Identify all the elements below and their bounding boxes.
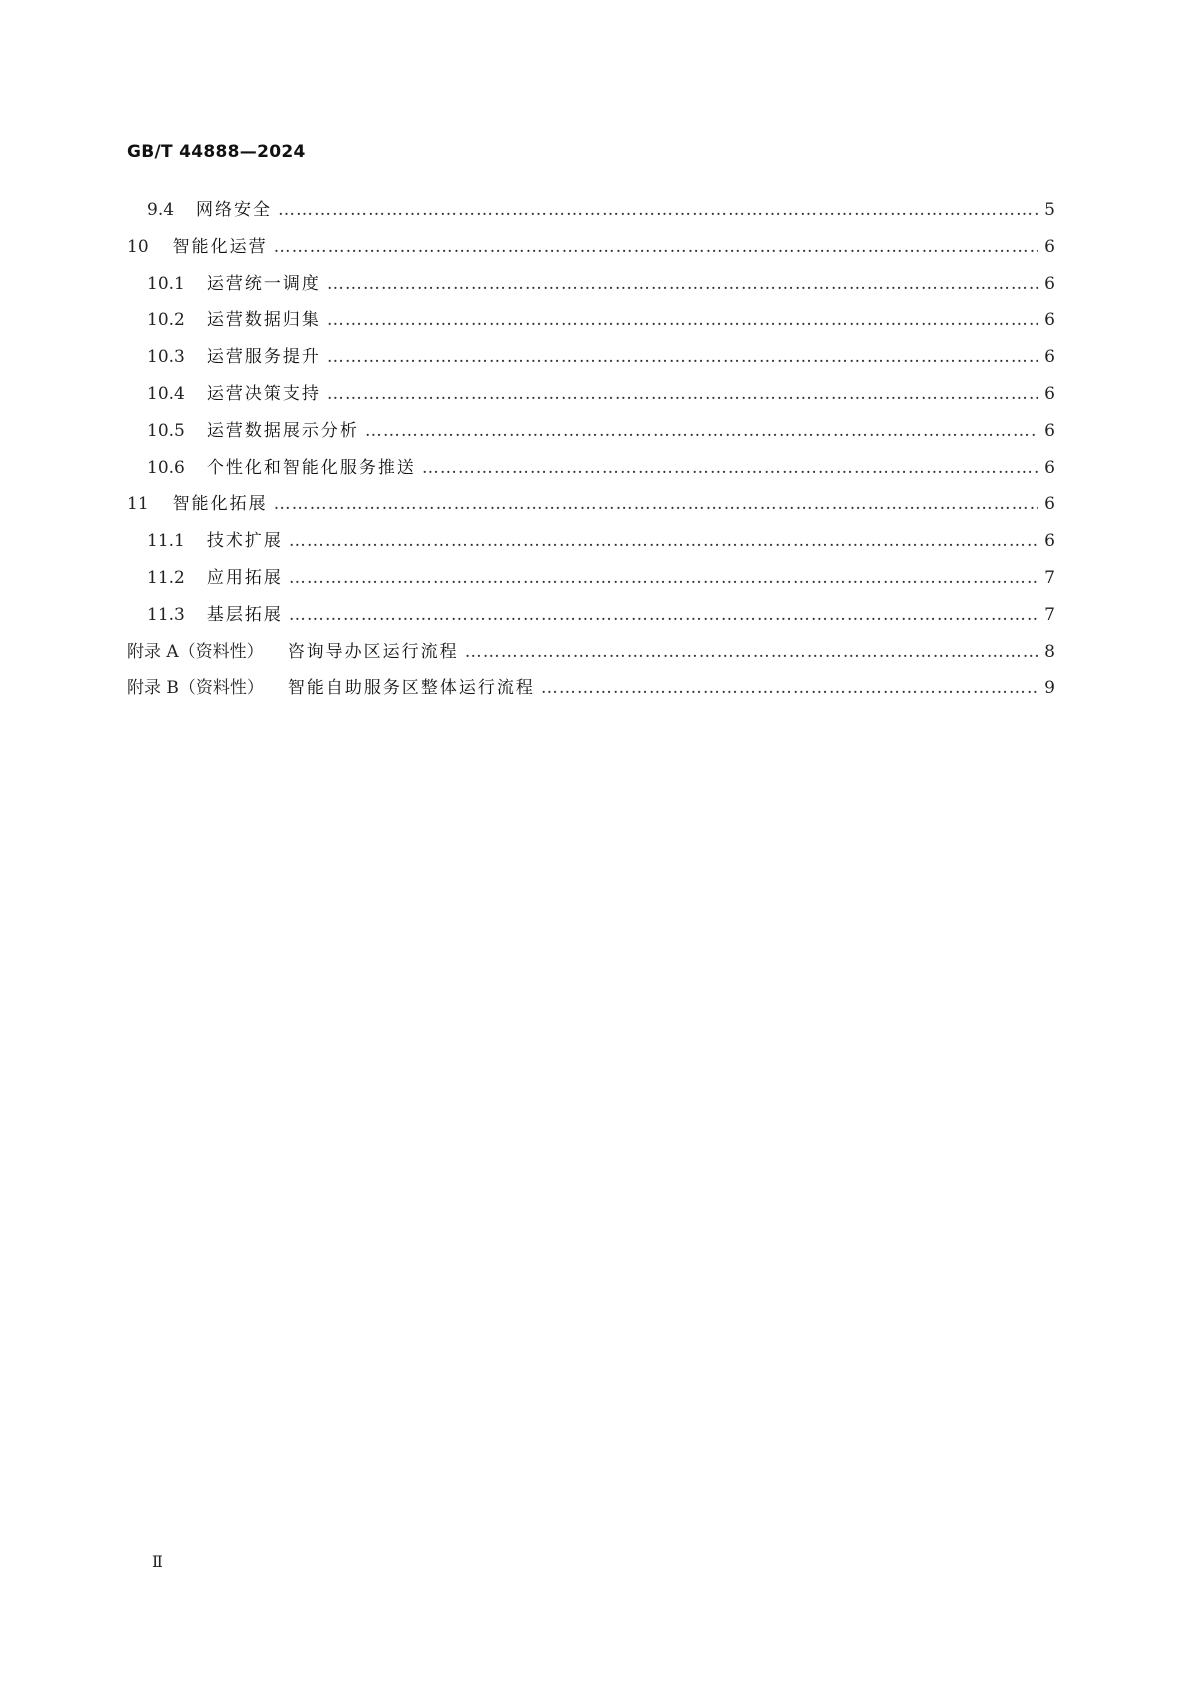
toc-entry-page: 6 <box>1044 273 1055 294</box>
toc-entry-page: 9 <box>1044 678 1055 699</box>
dot-leader <box>289 597 1038 634</box>
dot-leader <box>274 229 1039 266</box>
toc-entry-number: 11.2 <box>147 567 185 588</box>
toc-entry-11-3[interactable] <box>127 597 1055 634</box>
toc-entry-number: 附录 A（资料性） <box>127 641 264 662</box>
dot-leader <box>289 523 1038 560</box>
toc-entry-title: 网络安全 <box>196 200 273 220</box>
standard-number-header: GB/T 44888—2024 <box>127 142 306 162</box>
dot-leader <box>422 450 1038 487</box>
toc-entry-title: 运营决策支持 <box>206 383 321 404</box>
toc-entry-number: 11.3 <box>147 604 185 625</box>
toc-entry-10[interactable] <box>127 229 1055 266</box>
toc-entry-page: 6 <box>1044 236 1055 257</box>
dot-leader <box>327 376 1038 413</box>
toc-entry-title: 咨询导办区运行流程 <box>287 641 459 662</box>
toc-entry-page: 6 <box>1044 531 1055 552</box>
toc-entry-number: 10 <box>127 236 149 257</box>
toc-entry-title: 个性化和智能化服务推送 <box>206 457 416 478</box>
dot-leader <box>289 560 1038 597</box>
toc-entry-title: 运营数据归集 <box>206 310 321 331</box>
dot-leader <box>278 192 1038 229</box>
toc-entry-page: 6 <box>1044 347 1055 368</box>
toc-entry-11-2[interactable] <box>127 560 1055 597</box>
toc-entry-title: 运营统一调度 <box>206 273 321 294</box>
toc-entry-number: 11.1 <box>147 531 185 552</box>
toc-entry-number: 10.4 <box>147 383 185 404</box>
toc-entry-10-1[interactable] <box>127 266 1055 303</box>
page-number: Ⅱ <box>152 1552 163 1571</box>
toc-entry-title: 基层拓展 <box>206 604 283 625</box>
dot-leader <box>465 634 1038 671</box>
toc-entry-page: 5 <box>1044 200 1055 220</box>
toc-entry-appendix-b[interactable] <box>127 670 1055 707</box>
dot-leader <box>274 486 1039 523</box>
toc-entry-10-6[interactable] <box>127 450 1055 487</box>
toc-entry-title: 智能化运营 <box>172 236 268 257</box>
toc-entry-appendix-a[interactable] <box>127 634 1055 671</box>
dot-leader <box>327 339 1038 376</box>
toc-entry-9-4[interactable] <box>127 192 1055 229</box>
toc-entry-10-5[interactable] <box>127 413 1055 450</box>
toc-entry-page: 7 <box>1044 604 1055 625</box>
toc-entry-page: 6 <box>1044 383 1055 404</box>
toc-entry-number: 10.5 <box>147 420 185 441</box>
toc-entry-number: 10.3 <box>147 347 185 368</box>
toc-entry-number: 11 <box>127 494 149 515</box>
toc-entry-title: 技术扩展 <box>206 531 283 552</box>
dot-leader <box>365 413 1038 450</box>
toc-entry-title: 运营数据展示分析 <box>206 420 359 441</box>
toc-entry-number: 9.4 <box>147 200 175 220</box>
toc-entry-page: 6 <box>1044 310 1055 331</box>
toc-entry-title: 智能自助服务区整体运行流程 <box>287 678 535 699</box>
toc-entry-page: 8 <box>1044 641 1055 662</box>
toc-entry-title: 应用拓展 <box>206 567 283 588</box>
toc-entry-page: 7 <box>1044 567 1055 588</box>
toc-entry-title: 运营服务提升 <box>206 347 321 368</box>
dot-leader <box>327 302 1038 339</box>
toc-entry-number: 10.2 <box>147 310 185 331</box>
toc-entry-10-4[interactable] <box>127 376 1055 413</box>
toc-entry-title: 智能化拓展 <box>172 494 268 515</box>
table-of-contents <box>127 192 1055 707</box>
toc-entry-number: 附录 B（资料性） <box>127 678 264 699</box>
toc-entry-number: 10.6 <box>147 457 185 478</box>
toc-entry-number: 10.1 <box>147 273 185 294</box>
toc-entry-11-1[interactable] <box>127 523 1055 560</box>
toc-entry-10-3[interactable] <box>127 339 1055 376</box>
toc-entry-page: 6 <box>1044 457 1055 478</box>
toc-entry-page: 6 <box>1044 494 1055 515</box>
toc-entry-11[interactable] <box>127 486 1055 523</box>
dot-leader <box>541 670 1038 707</box>
dot-leader <box>327 266 1038 303</box>
toc-entry-10-2[interactable] <box>127 302 1055 339</box>
toc-entry-page: 6 <box>1044 420 1055 441</box>
